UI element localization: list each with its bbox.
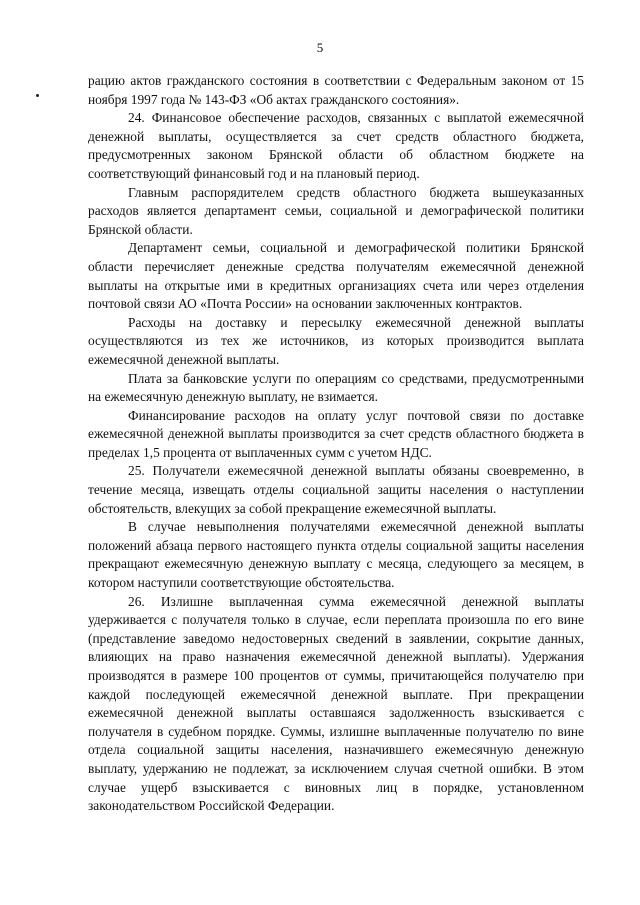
paragraph-main-administrator: Главным распорядителем средств областного бюджета вышеуказанных расходов является департамент семьи, социальной и демографической политики Брянской области. bbox=[88, 184, 584, 237]
paragraph-clause-26: 26. Излишне выплаченная сумма ежемесячной денежной выплаты удерживается с получателя только в случае, если переплата произошла по его вине (представление заведомо недостоверных сведений в заявлении, сокрытие данных, влияющих на право назначения ежемесячной денежной выплаты). Удержания производятся в размере 100 процентов от суммы, причитающейся получателю при каждой последующей ежемесячной денежной выплате. При прекращении ежемесячной денежной выплаты оставшаяся задолженность взыскивается с получателя в судебном порядке. Суммы, излишне выплаченные получателю по вине отдела социальной защиты населения, назначившего ежемесячную денежную выплату, удержанию не подлежат, за исключением случая счетной ошибки. В этом случае ущерб взыскивается с виновных лиц в порядке, установленном законодательством Российской Федерации. bbox=[88, 593, 584, 814]
page-number: 5 bbox=[316, 40, 324, 55]
document-body bbox=[88, 72, 584, 816]
paragraph-clause-25: 25. Получатели ежемесячной денежной выплаты обязаны своевременно, в течение месяца, извещать отделы социальной защиты населения о наступлении обстоятельств, влекущих за собой прекращение ежемесячной выплаты. bbox=[88, 463, 584, 516]
paragraph-bank-fees: Плата за банковские услуги по операциям со средствами, предусмотренными на ежемесячную денежную выплату, не взимается. bbox=[88, 370, 584, 405]
paragraph-non-compliance: В случае невыполнения получателями ежемесячной денежной выплаты положений абзаца первого настоящего пункта отделы социальной защиты населения прекращают ежемесячную денежную выплату с месяца, следующего за месяцем, в котором наступили соответствующие обстоятельства. bbox=[88, 519, 584, 591]
paragraph-postal-financing: Финансирование расходов на оплату услуг почтовой связи по доставке ежемесячной денежной выплаты производится за счет средств областного бюджета в пределах 1,5 процента от выплаченных сумм с учетом НДС. bbox=[88, 407, 584, 460]
paragraph-continuation: рацию актов гражданского состояния в соответствии с Федеральным законом от 15 ноября 1997 года № 143-ФЗ «Об актах гражданского состояния». bbox=[88, 73, 584, 107]
margin-mark bbox=[36, 94, 39, 97]
paragraph-delivery-costs: Расходы на доставку и пересылку ежемесячной денежной выплаты осуществляются из тех же источников, из которых производится выплата ежемесячной денежной выплаты. bbox=[88, 314, 584, 367]
paragraph-clause-24: 24. Финансовое обеспечение расходов, связанных с выплатой ежемесячной денежной выплаты, осуществляется за счет средств областного бюджета, предусмотренных законом Брянской области об областном бюджете на соответствующий финансовый год и на плановый период. bbox=[88, 110, 584, 181]
paragraph-department-transfers: Департамент семьи, социальной и демографической политики Брянской области перечисляет денежные средства получателям ежемесячной денежной выплаты на открытые ими в кредитных организациях счета или через отделения почтовой связи АО «Почта России» на основании заключенных контрактов. bbox=[88, 240, 584, 312]
